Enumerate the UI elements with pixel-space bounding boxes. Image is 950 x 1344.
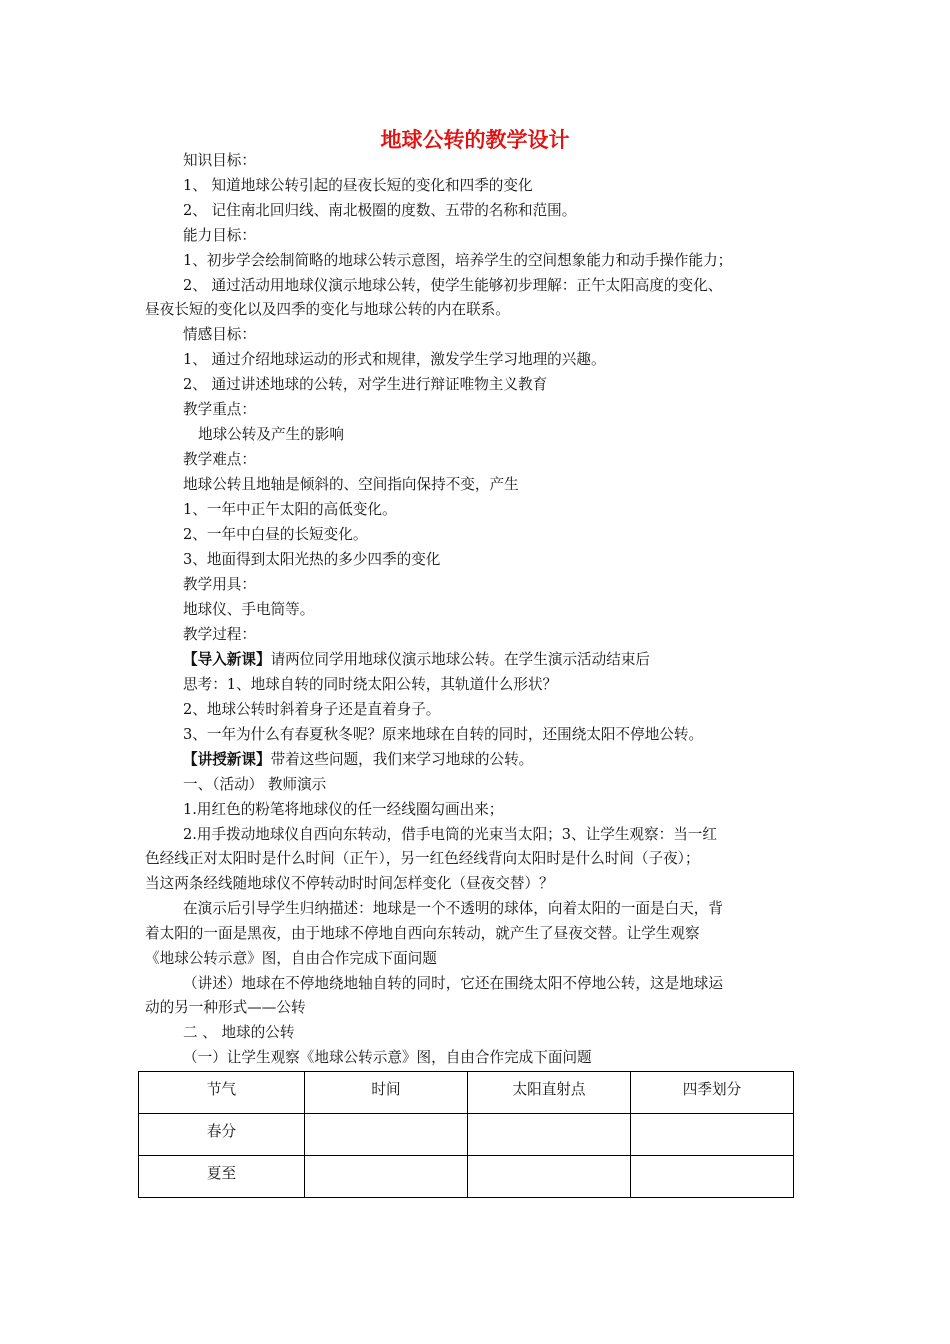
ability-heading: 能力目标： <box>183 227 256 244</box>
step-2-line: 2.用手拨动地球仪自西向东转动，借手电筒的光束当太阳；3、让学生观察：当一红 <box>183 826 717 843</box>
table-cell <box>631 1114 794 1156</box>
table-header-cell: 时间 <box>305 1072 468 1114</box>
table-header-cell: 四季划分 <box>631 1072 794 1114</box>
step-1: 1.用红色的粉笔将地球仪的任一经线圈勾画出来； <box>183 801 504 818</box>
question-3: 3、一年为什么有春夏秋冬呢？原来地球在自转的同时，还围绕太阳不停地公转。 <box>183 726 704 743</box>
table-header-cell: 太阳直射点 <box>468 1072 631 1114</box>
table-header-cell: 节气 <box>139 1072 305 1114</box>
difficulties-item: 3、地面得到太阳光热的多少四季的变化 <box>183 551 441 568</box>
summary-line: 着太阳的一面是黑夜，由于地球不停地自西向东转动，就产生了昼夜交替。让学生观察 <box>145 925 700 942</box>
knowledge-heading: 知识目标： <box>183 152 256 169</box>
key-points-text: 地球公转及产生的影响 <box>198 426 344 443</box>
subsection-1-heading: （一）让学生观察《地球公转示意》图，自由合作完成下面问题 <box>183 1049 592 1066</box>
table-row <box>139 1156 794 1198</box>
intro-label: 【导入新课】 <box>183 651 271 668</box>
table-header-row <box>139 1072 794 1114</box>
process-heading: 教学过程： <box>183 626 256 643</box>
intro-text: 请两位同学用地球仪演示地球公转。在学生演示活动结束后 <box>270 651 651 668</box>
ability-item: 1、初步学会绘制简略的地球公转示意图，培养学生的空间想象能力和动手操作能力； <box>183 252 733 269</box>
ability-item: 2、 通过活动用地球仪演示地球公转，使学生能够初步理解：正午太阳高度的变化、 <box>183 277 723 294</box>
tools-heading: 教学用具： <box>183 576 256 593</box>
lecture-paragraph <box>183 750 533 770</box>
narration-line: 动的另一种形式——公转 <box>145 999 306 1016</box>
question-2: 2、地球公转时斜着身子还是直着身子。 <box>183 701 441 718</box>
difficulties-heading: 教学难点： <box>183 451 256 468</box>
document-title: 地球公转的教学设计 <box>380 128 570 152</box>
knowledge-item: 2、 记住南北回归线、南北极圈的度数、五带的名称和范围。 <box>183 202 577 219</box>
knowledge-item: 1、 知道地球公转引起的昼夜长短的变化和四季的变化 <box>183 177 533 194</box>
key-points-heading: 教学重点： <box>183 401 256 418</box>
summary-line: 《地球公转示意》图，自由合作完成下面问题 <box>145 950 437 967</box>
ability-item: 昼夜长短的变化以及四季的变化与地球公转的内在联系。 <box>145 301 510 318</box>
table-cell <box>468 1114 631 1156</box>
difficulties-item: 2、一年中白昼的长短变化。 <box>183 526 368 543</box>
step-2-line: 当这两条经线随地球仪不停转动时时间怎样变化（昼夜交替）？ <box>145 875 554 892</box>
section-2-heading: 二 、 地球的公转 <box>183 1024 295 1041</box>
summary-line: 在演示后引导学生归纳描述：地球是一个不透明的球体，向着太阳的一面是白天，背 <box>183 900 723 917</box>
table-cell <box>468 1156 631 1198</box>
table-cell <box>305 1156 468 1198</box>
emotion-item: 2、 通过讲述地球的公转，对学生进行辩证唯物主义教育 <box>183 376 548 393</box>
table-cell <box>305 1114 468 1156</box>
step-2-line: 色经线正对太阳时是什么时间（正午），另一红色经线背向太阳时是什么时间（子夜）； <box>145 850 700 867</box>
intro-paragraph <box>183 650 650 670</box>
seasons-table <box>138 1071 794 1198</box>
table-cell: 夏至 <box>139 1156 305 1198</box>
table-row <box>139 1114 794 1156</box>
section-1-heading: 一、（活动） 教师演示 <box>183 776 327 793</box>
tools-text: 地球仪、手电筒等。 <box>183 601 315 618</box>
table-cell: 春分 <box>139 1114 305 1156</box>
lecture-text: 带着这些问题，我们来学习地球的公转。 <box>270 751 534 768</box>
difficulties-intro: 地球公转且地轴是倾斜的、空间指向保持不变，产生 <box>183 476 519 493</box>
lecture-label: 【讲授新课】 <box>183 751 271 768</box>
narration-line: （讲述）地球在不停地绕地轴自转的同时，它还在围绕太阳不停地公转，这是地球运 <box>183 975 723 992</box>
emotion-heading: 情感目标： <box>183 326 256 343</box>
difficulties-item: 1、一年中正午太阳的高低变化。 <box>183 501 397 518</box>
table-cell <box>631 1156 794 1198</box>
question-1: 思考：1、地球自转的同时绕太阳公转，其轨道什么形状？ <box>183 676 558 693</box>
emotion-item: 1、 通过介绍地球运动的形式和规律，激发学生学习地理的兴趣。 <box>183 351 606 368</box>
